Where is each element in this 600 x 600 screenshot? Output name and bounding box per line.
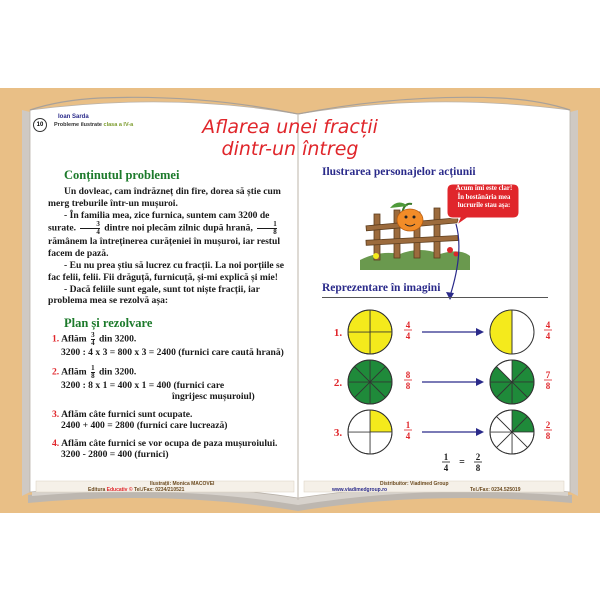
step-title: Aflăm câte furnici se vor ocupa de paza mușuroiului.	[61, 437, 278, 449]
step-number: 2.	[52, 366, 60, 378]
illustrator-credit: Ilustrații: Monica MACOVEI	[150, 481, 215, 487]
result-fraction-numerator: 4	[545, 320, 551, 330]
fraction-denominator: 8	[91, 371, 95, 380]
page-number-badge: 10	[33, 118, 47, 132]
step-title: Aflăm	[61, 333, 87, 345]
step-calc-2: îngrijesc mușuroiul)	[172, 391, 255, 402]
equation-a-denominator: 4	[443, 463, 449, 473]
solution-steps	[52, 332, 292, 461]
step-calc: 3200 - 2800 = 400 (furnici)	[61, 449, 169, 460]
source-fraction-denominator: 8	[405, 381, 411, 391]
source-fraction-numerator: 8	[405, 370, 411, 380]
fraction-denominator: 8	[257, 228, 277, 236]
heading-underline	[322, 297, 548, 298]
paragraph-2c: rămânem la întreținerea curățeniei în mușuroi, iar restul facem de pază.	[48, 236, 281, 260]
step-3-title	[52, 409, 292, 421]
step-1	[52, 332, 292, 359]
distributor-phone: Tel./Fax: 0234.525019	[470, 487, 521, 493]
publisher-phone: Tel./Fax: 0234/210521	[133, 487, 185, 493]
website-link[interactable]: www.viadimedgroup.ro	[332, 487, 388, 493]
step-2	[52, 365, 292, 403]
distributor-credit: Distribuitor: Viadimed Group	[380, 481, 449, 487]
fraction-numerator: 3	[91, 331, 95, 339]
step-calc: 3200 : 8 x 1 = 400 x 1 = 400 (furnici care	[61, 379, 225, 391]
step-2-title	[52, 365, 292, 380]
grade-text: clasa a IV-a	[103, 122, 134, 128]
author-name: Ioan Sarda	[58, 114, 89, 120]
fraction-three-quarters	[91, 332, 95, 347]
arrow-head-icon	[476, 378, 484, 386]
row-number: 2.	[333, 377, 343, 389]
problem-text	[48, 186, 288, 307]
step-title-after: din 3200.	[98, 333, 137, 345]
speech-bubble-text: Acum îmi este clar! În bostănăria mea lucrurile stau așa:	[455, 185, 513, 209]
paragraph-1: Un dovleac, cam îndrăzneț din fire, dorea să știe cum merg treburile într-un mușuroi.	[48, 186, 281, 209]
arrow-head-icon	[476, 328, 484, 336]
step-number: 1.	[52, 333, 60, 345]
fraction-numerator: 1	[273, 220, 277, 229]
subtitle-text: Probleme ilustrate	[54, 122, 102, 128]
book-subtitle	[54, 122, 133, 128]
page-title	[160, 116, 420, 160]
source-fraction-numerator: 1	[405, 420, 411, 430]
row-number: 1.	[333, 327, 343, 339]
paragraph-3: - Eu nu prea știu să lucrez cu fracții. La noi porțiile se fac felii, felii. Fii drăguță, furnicuță, și-mi explică și mie!	[48, 259, 285, 283]
step-4	[52, 438, 292, 461]
source-fraction-denominator: 4	[405, 431, 411, 441]
step-calc: 3200 : 4 x 3 = 800 x 3 = 2400 (furnici care caută hrană)	[61, 347, 284, 358]
step-1-title	[52, 332, 292, 347]
result-fraction-numerator: 7	[545, 370, 551, 380]
result-circle-slice	[490, 310, 512, 354]
step-title-after: din 3200.	[98, 366, 137, 378]
publisher-brand: Educativ ©	[106, 487, 133, 493]
equation-equals: =	[459, 457, 465, 468]
step-4-title	[52, 438, 292, 450]
title-line-1: Aflarea unei fracții	[202, 116, 378, 138]
paragraph-2a: - În familia mea, zice furnica, suntem cam 3200 de surate.	[48, 209, 270, 235]
equation-a-numerator: 1	[443, 452, 449, 462]
title-line-2: dintr-un întreg	[221, 138, 359, 160]
fraction-numerator: 3	[96, 220, 100, 229]
step-calc: 2400 + 400 = 2800 (furnici care lucrează)	[61, 420, 228, 431]
paragraph-4: - Dacă feliile sunt egale, sunt tot niște fracții, iar problema mea se rezolvă așa:	[48, 283, 260, 307]
step-number: 3.	[52, 408, 60, 420]
row-number: 3.	[333, 427, 343, 439]
content-heading: Conținutul problemei	[64, 168, 180, 182]
result-fraction-denominator: 4	[545, 331, 551, 341]
source-fraction-numerator: 4	[405, 320, 411, 330]
result-fraction-numerator: 2	[545, 420, 551, 430]
equation-b-numerator: 2	[475, 452, 481, 462]
publisher-info	[88, 487, 184, 493]
fraction-one-eighth	[91, 365, 95, 380]
equation-b-denominator: 8	[475, 463, 481, 473]
plan-heading: Plan și rezolvare	[64, 316, 153, 330]
represent-heading: Reprezentare în imagini	[322, 282, 441, 294]
illustration-heading: Ilustrarea personajelor acțiunii	[322, 166, 476, 178]
step-title: Aflăm	[61, 366, 87, 378]
result-fraction-denominator: 8	[545, 431, 551, 441]
result-fraction-denominator: 8	[545, 381, 551, 391]
step-number: 4.	[52, 437, 60, 449]
step-3	[52, 409, 292, 432]
fraction-circles	[300, 300, 570, 480]
step-title: Aflăm câte furnici sunt ocupate.	[61, 408, 193, 420]
pointer-arrow-icon	[436, 222, 466, 302]
arrow-head-icon	[476, 428, 484, 436]
fraction-three-quarters	[80, 221, 100, 236]
fraction-denominator: 4	[80, 228, 100, 236]
source-fraction-denominator: 4	[405, 331, 411, 341]
paragraph-2b: dintre noi plecăm zilnic după hrană,	[104, 223, 253, 235]
fraction-numerator: 1	[91, 363, 95, 372]
fraction-denominator: 4	[91, 339, 95, 347]
publisher-label: Editura	[88, 487, 106, 493]
paragraph-2	[48, 210, 288, 260]
fraction-one-eighth	[257, 221, 277, 236]
